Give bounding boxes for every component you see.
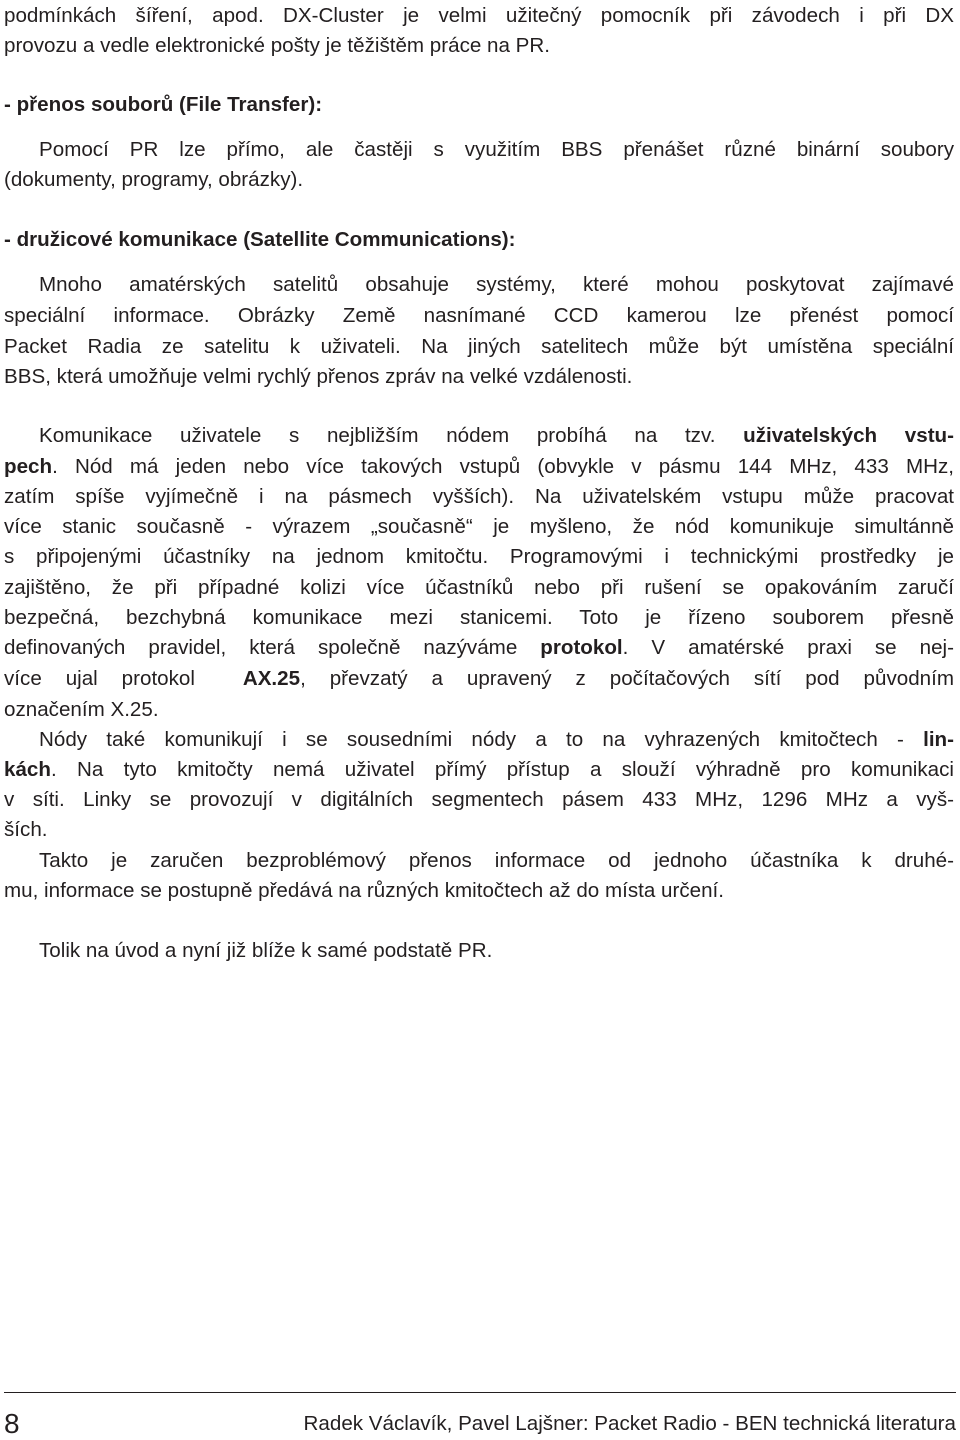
paragraph-line: podmínkách šíření, apod. DX-Cluster je velmi užitečný pomocník při závodech i při DX [4,4,954,27]
paragraph-line: definovaných pravidel, která společně nazýváme protokol. V amatérské praxi se nej- [4,636,954,659]
paragraph-line: více ujal protokol AX.25, převzatý a upravený z počítačových sítí pod původním [4,667,954,690]
bold-term: protokol [540,636,623,659]
paragraph-line: pech. Nód má jeden nebo více takových vstupů (obvykle v pásmu 144 MHz, 433 MHz, [4,455,954,478]
paragraph-line: Nódy také komunikují i se sousedními nódy a to na vyhrazených kmitočtech - lin- [39,728,954,751]
section-heading-file-transfer: - přenos souborů (File Transfer): [4,93,323,116]
paragraph-line: s připojenými účastníky na jednom kmitočtu. Programovými i technickými prostředky je [4,545,954,568]
bold-term: pech [4,455,53,478]
paragraph-line: kách. Na tyto kmitočty nemá uživatel přímý přístup a slouží výhradně pro komunikaci [4,758,954,781]
paragraph-line: BBS, která umožňuje velmi rychlý přenos zpráv na velké vzdálenosti. [4,365,633,388]
paragraph-line: v síti. Linky se provozují v digitálních segmentech pásem 433 MHz, 1296 MHz a vyš- [4,788,954,811]
paragraph-line: Packet Radia ze satelitu k uživateli. Na jiných satelitech může být umístěna speciální [4,335,954,358]
paragraph-line: Komunikace uživatele s nejbližším nódem probíhá na tzv. uživatelských vstu- [39,424,954,447]
bold-term: uživatelských vstu- [743,424,954,447]
paragraph-line: bezpečná, bezchybná komunikace mezi stanicemi. Toto je řízeno souborem přesně [4,606,954,629]
paragraph-line: Takto je zaručen bezproblémový přenos informace od jednoho účastníka k druhé- [39,849,954,872]
section-heading-satellite: - družicové komunikace (Satellite Communications): [4,228,516,251]
paragraph-line: zatím spíše vyjímečně i na pásmech vyšších). Na uživatelském vstupu může pracovat [4,485,954,508]
paragraph-line: více stanic současně - výrazem „současně“ je myšleno, že nód komunikuje simultánně [4,515,954,538]
paragraph-line: ších. [4,818,48,841]
paragraph-line: zajištěno, že při případné kolizi více účastníků nebo při rušení se opakováním zaručí [4,576,954,599]
paragraph-line: Tolik na úvod a nyní již blíže k samé podstatě PR. [39,939,493,962]
paragraph-line: (dokumenty, programy, obrázky). [4,168,304,191]
paragraph-line: označením X.25. [4,698,159,721]
bold-term: AX.25 [242,667,301,690]
footer-citation: Radek Václavík, Pavel Lajšner: Packet Radio - BEN technická literatura [303,1412,956,1435]
footer-divider [4,1392,956,1393]
bold-term: lin- [923,728,954,751]
bold-term: kách [4,758,51,781]
paragraph-line: mu, informace se postupně předává na různých kmitočtech až do místa určení. [4,879,724,902]
paragraph-line: Pomocí PR lze přímo, ale častěji s využitím BBS přenášet různé binární soubory [39,138,954,161]
paragraph-line: Mnoho amatérských satelitů obsahuje systémy, které mohou poskytovat zajímavé [39,273,954,296]
page-number: 8 [4,1408,20,1439]
paragraph-line: speciální informace. Obrázky Země nasnímané CCD kamerou lze přenést pomocí [4,304,954,327]
paragraph-line: provozu a vedle elektronické pošty je těžištěm práce na PR. [4,34,551,57]
